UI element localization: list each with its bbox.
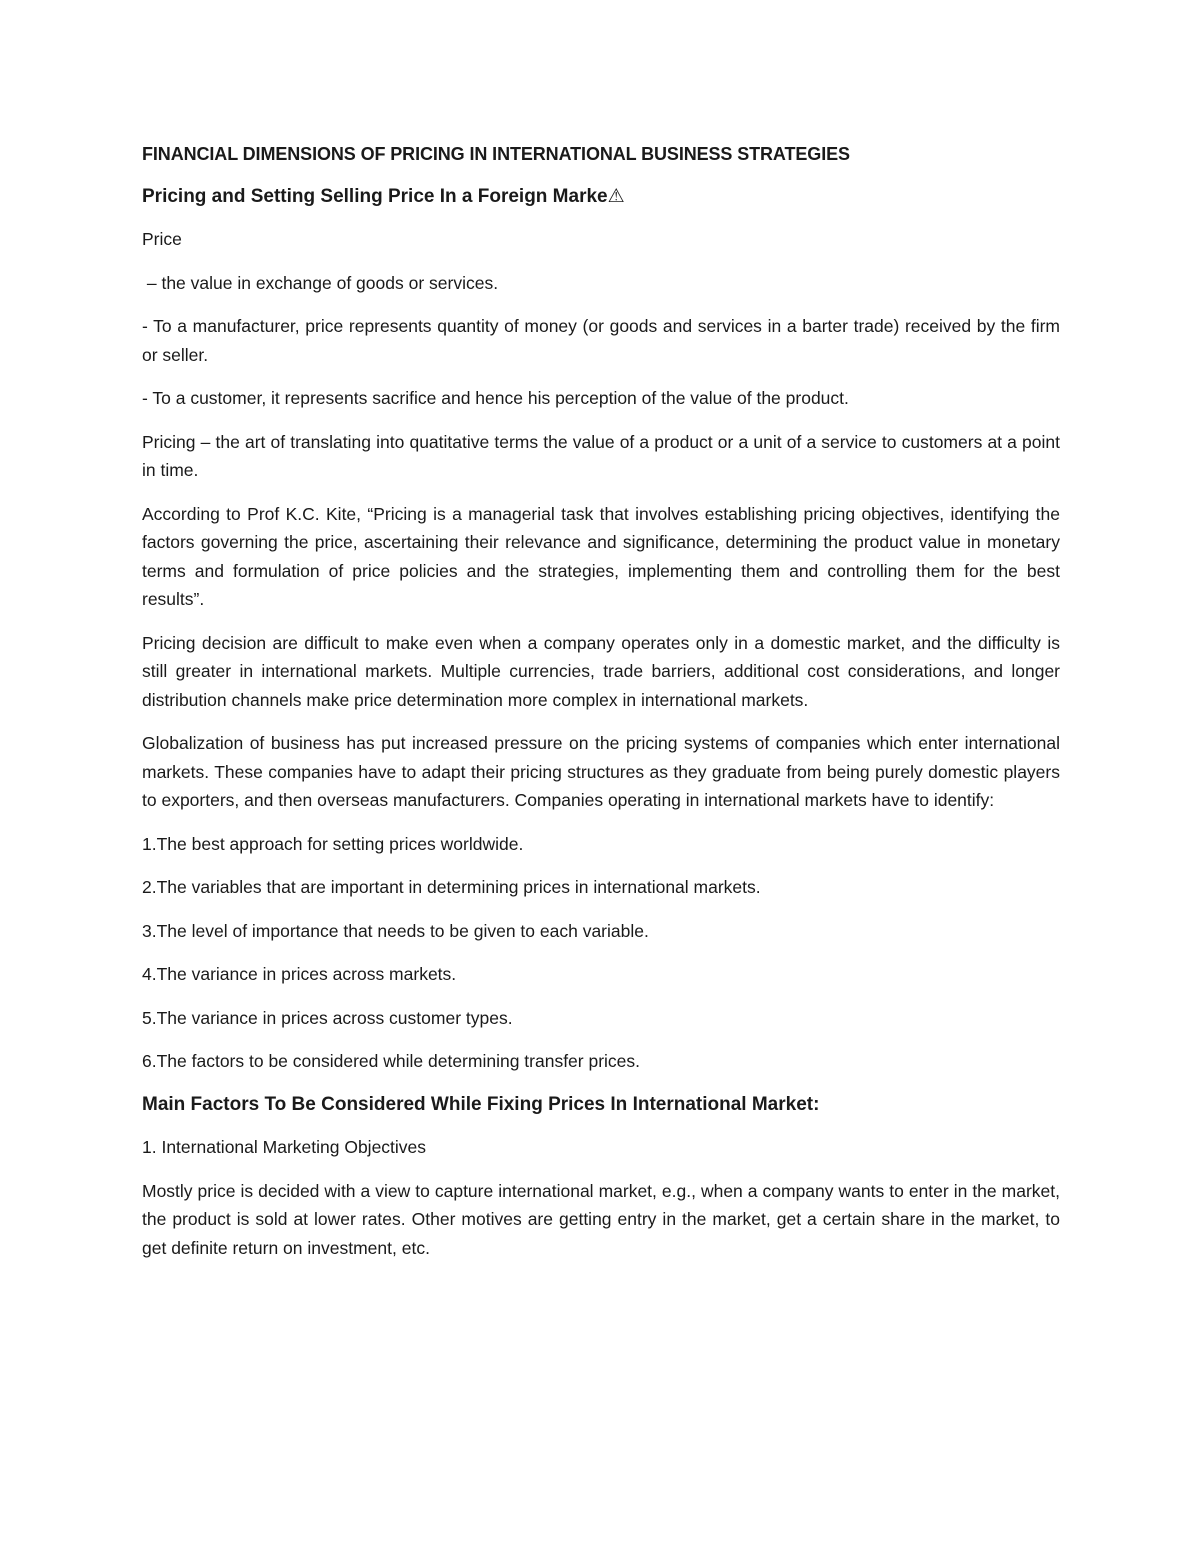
list-item: 1.The best approach for setting prices worldwide. <box>142 833 524 854</box>
section-heading-pricing <box>142 183 1060 212</box>
difficulty-paragraph: Pricing decision are difficult to make even when a company operates only in a domestic market, and the difficulty is still greater in international markets. Multiple currencies, trade barriers, additional cost considerations, and longer distribution channels make price determination more complex in international markets. <box>142 632 1060 710</box>
price-label: Price <box>142 229 182 249</box>
identify-list <box>142 830 1060 1076</box>
document-body <box>142 140 1060 1277</box>
globalization-paragraph: Globalization of business has put increased pressure on the pricing systems of companies which enter international markets. These companies have to adapt their pricing structures as they graduate from being purely domestic players to exporters, and then overseas manufacturers. Companies operating in international markets have to identify: <box>142 733 1060 810</box>
list-item: 2.The variables that are important in determining prices in international markets. <box>142 877 761 897</box>
list-item: 6.The factors to be considered while determining transfer prices. <box>142 1051 641 1071</box>
list-item: 5.The variance in prices across customer types. <box>142 1007 513 1028</box>
customer-paragraph: - To a customer, it represents sacrifice and hence his perception of the value of the product. <box>142 388 849 408</box>
factor-title: 1. International Marketing Objectives <box>142 1137 427 1157</box>
list-item: 4.The variance in prices across markets. <box>142 964 457 984</box>
price-definition: – the value in exchange of goods or services. <box>142 272 499 293</box>
manufacturer-paragraph: - To a manufacturer, price represents quantity of money (or goods and services in a barter trade) received by the firm or seller. <box>142 316 1060 365</box>
factor-paragraph: Mostly price is decided with a view to capture international market, e.g., when a company wants to enter in the market, the product is sold at lower rates. Other motives are getting entry in the market, get a certain share in the market, to get definite return on investment, etc. <box>142 1180 1060 1258</box>
section-heading-main-factors: Main Factors To Be Considered While Fixing Prices In International Market: <box>142 1093 820 1115</box>
warning-icon: ⚠ <box>607 185 625 207</box>
document-title: FINANCIAL DIMENSIONS OF PRICING IN INTERNATIONAL BUSINESS STRATEGIES <box>142 144 850 164</box>
kite-quote-paragraph: According to Prof K.C. Kite, “Pricing is a managerial task that involves establishing pricing objectives, identifying the factors governing the price, ascertaining their relevance and significance, determining the product value in monetary terms and formulation of price policies and the strategies, implementing them and controlling them for the best results”. <box>142 503 1060 609</box>
list-item: 3.The level of importance that needs to be given to each variable. <box>142 920 649 941</box>
section-heading-text: Pricing and Setting Selling Price In a Foreign Marke <box>142 185 608 207</box>
pricing-definition-paragraph: Pricing – the art of translating into quatitative terms the value of a product or a unit of a service to customers at a point in time. <box>142 431 1060 480</box>
